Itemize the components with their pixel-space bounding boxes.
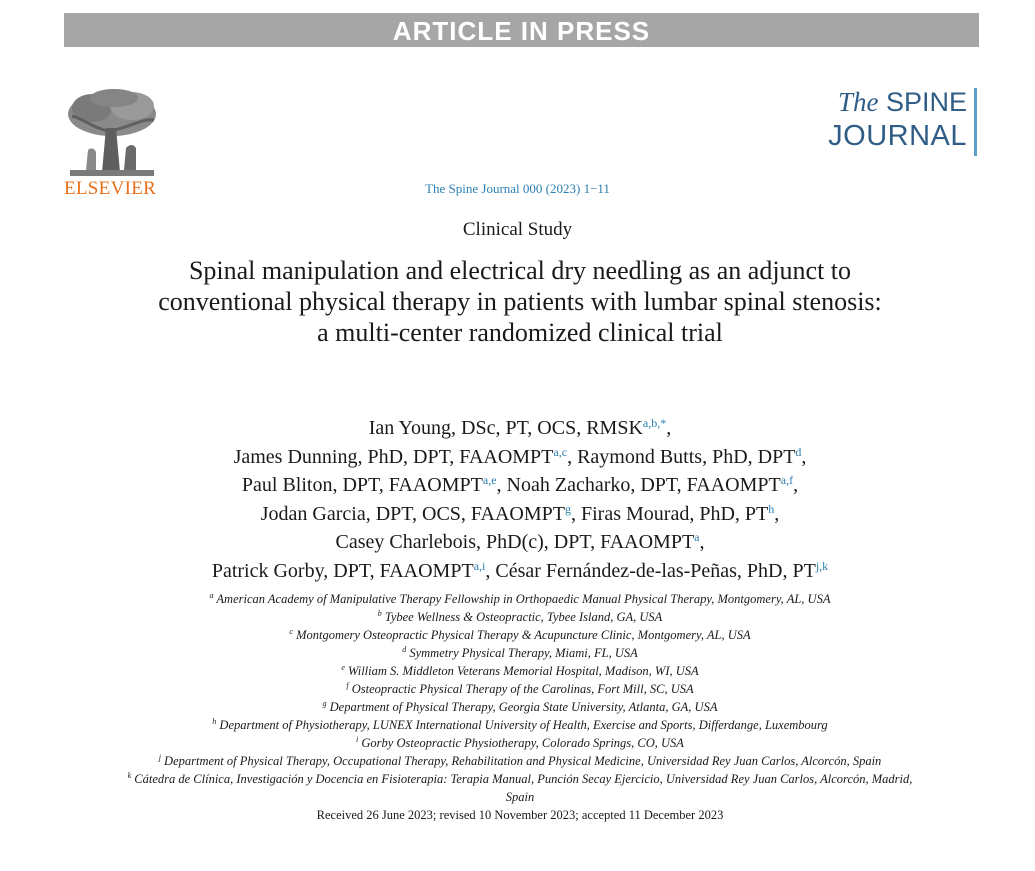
affiliation: $^j$ Department of Physical Therapy, Occupational Therapy, Rehabilitation and Physical Medicine, Universidad Rey Juan Carlos, Alcorcón, Spain — [158, 753, 882, 768]
received-dates: Received 26 June 2023; revised 10 November 2023; accepted 11 December 2023 — [316, 808, 724, 822]
affiliation: $^i$ Gorby Osteopractic Physiotherapy, Colorado Springs, CO, USA — [356, 735, 684, 750]
author-affiliation-link[interactable]: a,b,* — [642, 416, 667, 430]
author: Raymond Butts, PhD, DPT$^d$, — [577, 444, 807, 468]
author-affiliation-link[interactable]: a,i — [473, 558, 486, 573]
journal-logo-the: The — [837, 87, 879, 117]
author-affiliation-link[interactable]: g — [565, 501, 571, 516]
affiliation: $^e$ William S. Middleton Veterans Memorial Hospital, Madison, WI, USA — [341, 663, 699, 678]
journal-logo-bar — [974, 88, 977, 156]
affiliation: $^h$ Department of Physiotherapy, LUNEX International University of Health, Exercise and Sports, Differdange, Luxembourg — [212, 717, 828, 732]
affiliation: $^d$ Symmetry Physical Therapy, Miami, FL, USA — [402, 645, 638, 660]
affiliation: $^a$ American Academy of Manipulative Therapy Fellowship in Orthopaedic Manual Physical Therapy, Montgomery, AL, USA — [209, 591, 831, 606]
author-affiliation-link[interactable]: a,f — [780, 473, 794, 487]
author: Jodan Garcia, DPT, OCS, FAAOMPT$^g$, — [260, 501, 576, 525]
journal-logo-line1 — [828, 86, 967, 118]
author-affiliation-link[interactable]: a,c — [553, 444, 568, 459]
affiliation: $^g$ Department of Physical Therapy, Georgia State University, Atlanta, GA, USA — [322, 699, 718, 714]
author: Ian Young, DSc, PT, OCS, $RMSK^{a,b,*}$, — [368, 416, 672, 439]
author: Patrick Gorby, DPT, FAAOMPT$^{a,i}$, — [211, 558, 491, 582]
affiliation: $^f$ Osteopractic Physical Therapy of the Carolinas, Fort Mill, SC, USA — [346, 681, 694, 696]
author: Casey Charlebois, PhD(c), DPT, FAAOMPT$^a$, — [335, 530, 705, 553]
article-title: Spinal manipulation and electrical dry needling as an adjunct to conventional physical therapy in patients with lumbar spinal stenosis: a multi-center randomized clinical trial — [158, 256, 882, 347]
affiliation: $^b$ Tybee Wellness & Osteopractic, Tybee Island, GA, USA — [377, 609, 663, 624]
journal-logo — [828, 86, 977, 154]
author-affiliation-link[interactable]: h — [768, 501, 775, 516]
affiliation: $^c$ Montgomery Osteopractic Physical Therapy & Acupuncture Clinic, Montgomery, AL, USA — [289, 627, 751, 642]
author-affiliation-link[interactable]: d — [795, 444, 802, 459]
article-in-press-banner: ARTICLE IN PRESS — [64, 13, 979, 47]
author-affiliation-link[interactable]: a — [694, 530, 700, 544]
author-list — [120, 414, 920, 585]
journal-logo-line2: JOURNAL — [828, 120, 967, 152]
journal-citation-link[interactable]: The Spine Journal 000 (2023) 1−11 — [425, 181, 610, 196]
author: Paul Bliton, DPT, FAAOMPT$^{a,e}$, — [241, 473, 502, 496]
author: César Fernández-de-las-Peñas, PhD, PT$^{j,k}$ — [495, 558, 829, 582]
affiliation-list — [120, 590, 920, 824]
author: Firas Mourad, PhD, $PT^h$, — [581, 501, 780, 525]
author: James Dunning, PhD, DPT, FAAOMPT$^{a,c}$, — [233, 444, 573, 468]
author-affiliation-link[interactable]: j,k — [815, 558, 829, 573]
author-affiliation-link[interactable]: a,e — [482, 473, 497, 487]
publisher-name: ELSEVIER — [64, 178, 157, 199]
author: Noah Zacharko, DPT, FAAOMPT$^{a,f}$, — [506, 473, 799, 496]
journal-logo-spine: SPINE — [885, 87, 967, 117]
article-type: Clinical Study — [462, 219, 573, 240]
affiliation: $^k$ Cátedra de Clínica, Investigación y Docencia en Fisioterapia: Terapia Manual, Punción Secay Ejercicio, Universidad Rey Juan Carlos, Alcorcón, Madrid, Spain — [127, 771, 913, 804]
